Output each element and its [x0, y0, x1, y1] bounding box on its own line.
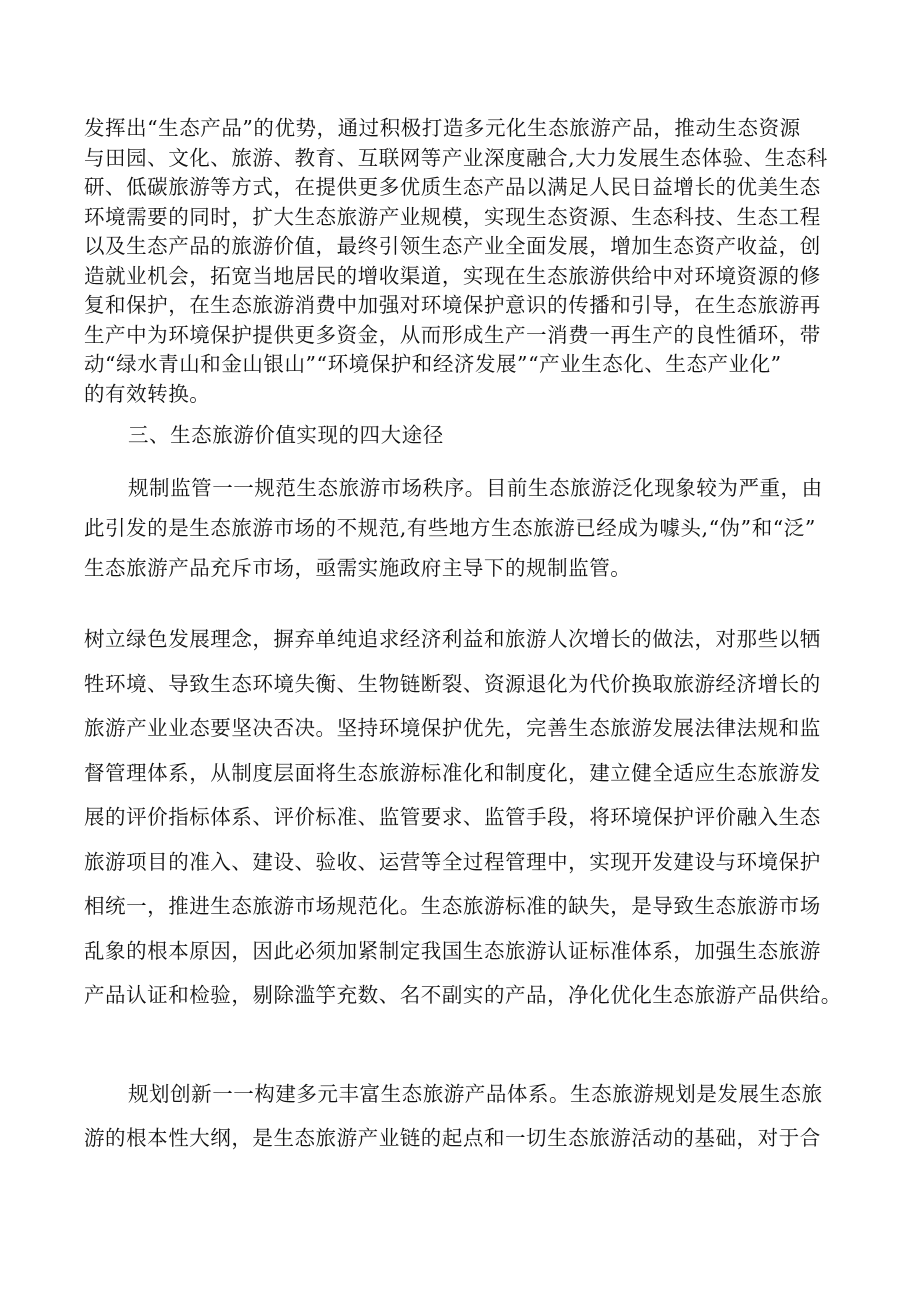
paragraph-line: 造就业机会，拓宽当地居民的增收渠道，实现在生态旅游供给中对环境资源的修 — [84, 263, 821, 288]
paragraph-line: 动“绿水青山和金山银山”“环境保护和经济发展”“产业生态化、生态产业化” — [84, 352, 782, 376]
paragraph-line: 旅游项目的准入、建设、验收、运营等全过程管理中，实现开发建设与环境保护 — [84, 849, 821, 874]
paragraph-1 — [84, 114, 844, 409]
section-heading: 三、生态旅游价值实现的四大途径 — [128, 423, 444, 447]
paragraph-line: 以及生态产品的旅游价值，最终引领生态产业全面发展，增加生态资产收益，创 — [84, 234, 821, 258]
paragraph-line: 规划创新一一构建多元丰富生态旅游产品体系。生态旅游规划是发展生态旅 — [128, 1082, 823, 1106]
paragraph-line: 此引发的是生态旅游市场的不规范,有些地方生态旅游已经成为噱头,“伪”和“泛” — [84, 516, 816, 540]
paragraph-line: 产品认证和检验，剔除滥竽充数、名不副实的产品，净化优化生态旅游产品供给。 — [84, 983, 842, 1007]
paragraph-2 — [84, 468, 844, 588]
paragraph-line: 牲环境、导致生态环境失衡、生物链断裂、资源退化为代价换取旅游经济增长的 — [84, 671, 821, 696]
paragraph-line: 督管理体系，从制度层面将生态旅游标准化和制度化，建立健全适应生态旅游发 — [84, 760, 821, 785]
paragraph-line: 游的根本性大纲，是生态旅游产业链的起点和一切生态旅游活动的基础，对于合 — [84, 1126, 821, 1150]
paragraph-line: 展的评价指标体系、评价标准、监管要求、监管手段，将环境保护评价融入生态 — [84, 805, 821, 829]
paragraph-line: 环境需要的同时，扩大生态旅游产业规模，实现生态资源、生态科技、生态工程 — [84, 204, 821, 229]
paragraph-line: 树立绿色发展理念，摒弃单纯追求经济利益和旅游人次增长的做法，对那些以牺 — [84, 627, 821, 651]
paragraph-line: 乱象的根本原因，因此必须加紧制定我国生态旅游认证标准体系，加强生态旅游 — [84, 938, 821, 963]
paragraph-line: 生态旅游产品充斥市场，亟需实施政府主导下的规制监管。 — [84, 556, 632, 580]
paragraph-line: 规制监管一一规范生态旅游市场秩序。目前生态旅游泛化现象较为严重，由 — [128, 476, 823, 500]
paragraph-line: 的有效转换。 — [84, 381, 211, 406]
paragraph-line: 旅游产业业态要坚决否决。坚持环境保护优先，完善生态旅游发展法律法规和监 — [84, 716, 821, 740]
paragraph-line: 生产中为环境保护提供更多资金，从而形成生产一消费一再生产的良性循环，带 — [84, 322, 821, 347]
paragraph-3 — [84, 617, 844, 1018]
paragraph-line: 相统一，推进生态旅游市场规范化。生态旅游标准的缺失，是导致生态旅游市场 — [84, 894, 821, 918]
paragraph-line: 与田园、文化、旅游、教育、互联网等产业深度融合,大力发展生态体验、生态科 — [84, 145, 828, 170]
paragraph-4 — [84, 1072, 844, 1160]
paragraph-line: 研、低碳旅游等方式，在提供更多优质生态产品以满足人民日益增长的优美生态 — [84, 175, 821, 199]
paragraph-line: 复和保护，在生态旅游消费中加强对环境保护意识的传播和引导，在生态旅游再 — [84, 293, 821, 317]
paragraph-line: 发挥出“生态产品”的优势，通过积极打造多元化生态旅游产品，推动生态资源 — [84, 116, 801, 140]
